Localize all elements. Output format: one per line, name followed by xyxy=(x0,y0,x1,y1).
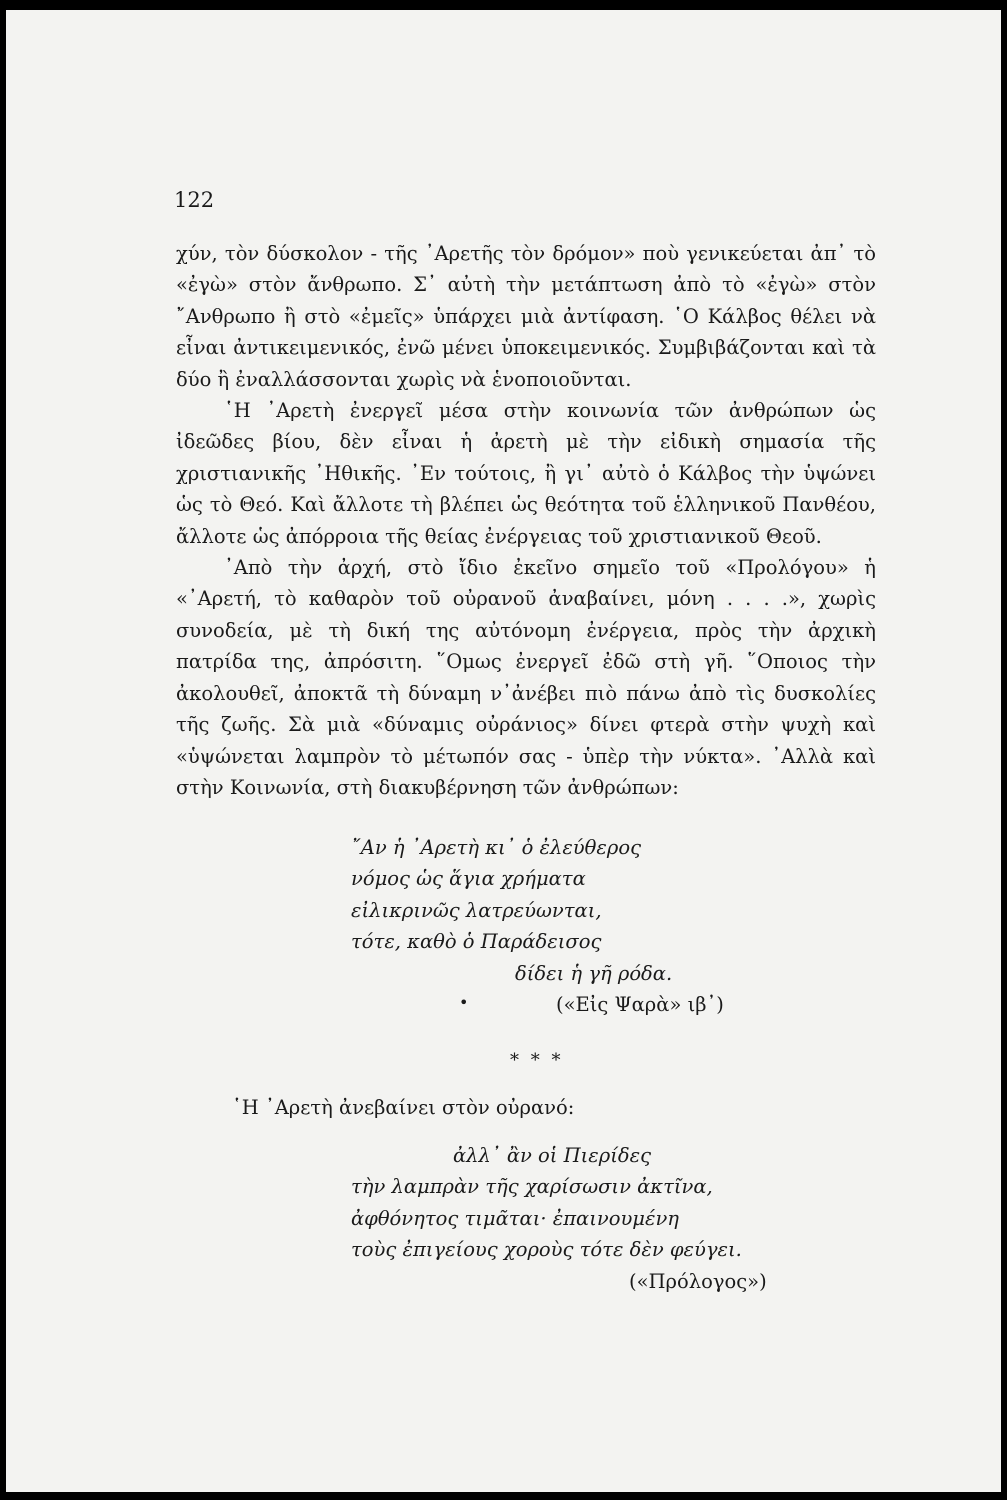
book-page xyxy=(6,10,1001,1492)
verse-source-citation: («Εἰς Ψαρὰ» ιβ᾽) xyxy=(556,993,724,1017)
verse-line: ῎Αν ἡ ᾿Αρετὴ κι᾽ ὁ ἐλεύθερος xyxy=(351,836,641,859)
transition-line: ῾Η ᾿Αρετὴ ἀνεβαίνει στὸν οὐρανό: xyxy=(232,1096,575,1119)
verse-line: τότε, καθὸ ὁ Παράδεισος xyxy=(351,930,602,954)
verse-quotation-2 xyxy=(351,1140,767,1297)
verse-source-citation: («Πρόλογος») xyxy=(629,1269,767,1293)
verse-line: νόμος ὡς ἅγια χρήματα xyxy=(351,867,586,891)
paragraph-2: ῾Η ᾿Αρετὴ ἐνεργεῖ μέσα στὴν κοινωνία τῶν ἀνθρώπων ὡς ἰδεῶδες βίου, δὲν εἶναι ἡ ἀρετὴ μὲ τὴν εἰδικὴ σημασία τῆς χριστιανικῆς ᾿Ηθικῆς. ᾿Εν τούτοις, ἢ γι᾽ αὐτὸ ὁ Κάλβος τὴν ὑψώνει ὡς τὸ Θεό. Καὶ ἄλλοτε τὴ βλέπει ὡς θεότητα τοῦ ἑλληνικοῦ Πανθέου, ἄλλοτε ὡς ἀπόρροια τῆς θείας ἐνέργειας τοῦ χριστιανικοῦ Θεοῦ. xyxy=(176,399,876,548)
verse-line: ἀλλ᾽ ἂν οἱ Πιερίδες xyxy=(453,1144,651,1167)
verse-line: εἰλικρινῶς λατρεύωνται, xyxy=(351,898,602,922)
verse-line: τὴν λαμπρὰν τῆς χαρίσωσιν ἀκτῖνα, xyxy=(351,1175,713,1199)
bullet-mark: • xyxy=(459,993,469,1012)
page-number: 122 xyxy=(174,188,215,212)
body-text xyxy=(176,238,876,803)
verse-line: δίδει ἡ γῆ ρόδα. xyxy=(515,961,673,985)
verse-line: τοὺς ἐπιγείους χοροὺς τότε δὲν φεύγει. xyxy=(351,1238,742,1262)
paragraph-3: ᾿Απὸ τὴν ἀρχή, στὸ ἴδιο ἐκεῖνο σημεῖο τοῦ «Προλόγου» ἡ «᾿Αρετή, τὸ καθαρὸν τοῦ οὐρανοῦ ἀναβαίνει, μόνη . . . .», χωρὶς συνοδεία, μὲ τὴ δική της αὐτόνομη ἐνέργεια, πρὸς τὴν ἀρχικὴ πατρίδα της, ἀπρόσιτη. ῞Ομως ἐνεργεῖ ἐδῶ στὴ γῆ. ῞Οποιος τὴν ἀκολουθεῖ, ἀποκτᾶ τὴ δύναμη ν᾽ἀνέβει πιὸ πάνω ἀπὸ τὶς δυσκολίες τῆς ζωῆς. Σὰ μιὰ «δύναμις οὐράνιος» δίνει φτερὰ στὴν ψυχὴ καὶ «ὑψώνεται λαμπρὸν τὸ μέτωπόν σας - ὑπὲρ τὴν νύκτα». ᾿Αλλὰ καὶ στὴν Κοινωνία, στὴ διακυβέρνηση τῶν ἀνθρώπων: xyxy=(176,556,876,799)
verse-line: ἀφθόνητος τιμᾶται· ἐπαινουμένη xyxy=(351,1206,679,1230)
section-separator: * * * xyxy=(510,1050,564,1071)
verse-quotation-1 xyxy=(351,832,724,1020)
paragraph-1: χύν, τὸν δύσκολον - τῆς ᾿Αρετῆς τὸν δρόμον» ποὺ γενικεύεται ἀπ᾽ τὸ «ἐγὼ» στὸν ἄνθρωπο. Σ᾽ αὐτὴ τὴν μετάπτωση ἀπὸ τὸ «ἐγὼ» στὸν ῎Ανθρωπο ἢ στὸ «ἐμεῖς» ὑπάρχει μιὰ ἀντίφαση. ῾Ο Κάλβος θέλει νὰ εἶναι ἀντικειμενικός, ἐνῶ μένει ὑποκειμενικός. Συμβιβάζονται καὶ τὰ δύο ἢ ἐναλλάσσονται χωρὶς νὰ ἑνοποιοῦνται. xyxy=(176,242,876,391)
